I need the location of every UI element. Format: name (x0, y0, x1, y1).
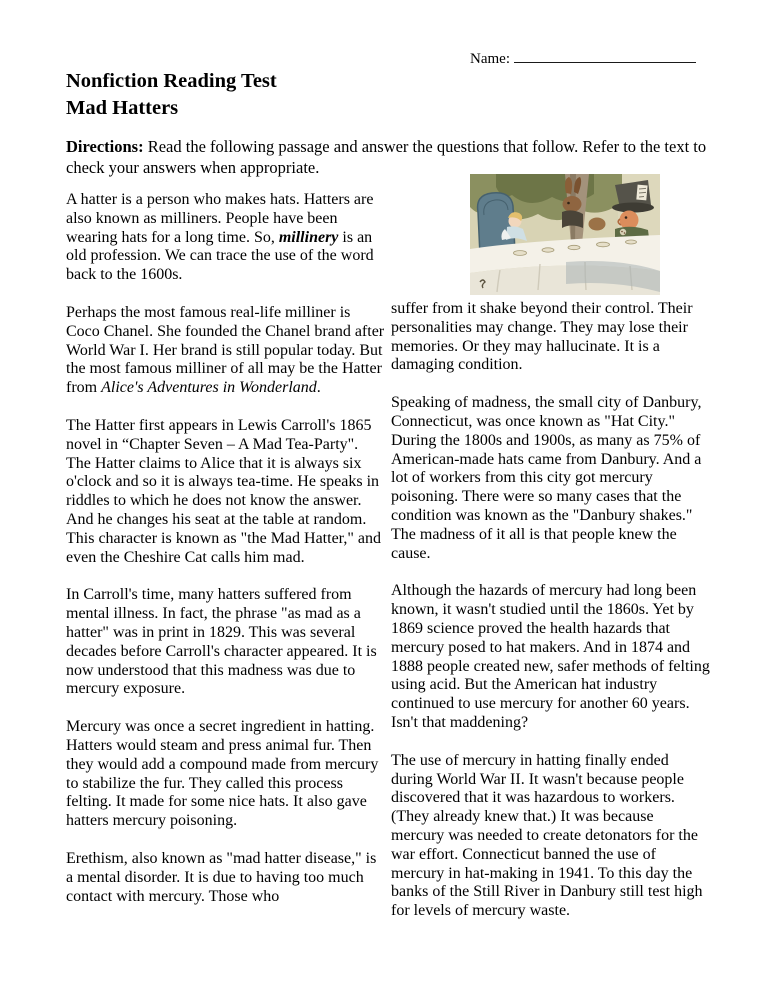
passage-column-left (66, 191, 385, 925)
passage-paragraph (66, 850, 385, 906)
passage-paragraph (391, 582, 710, 732)
name-label: Name: (470, 51, 510, 67)
mad-tea-party-illustration (470, 174, 660, 295)
title-line-2: Mad Hatters (66, 97, 179, 119)
passage-paragraph (66, 191, 385, 285)
passage-paragraph (391, 300, 710, 375)
passage-text-run: Perhaps the most famous real-life milliner is Coco Chanel. She founded the Chanel brand after World War I. Her brand is still popular today. But the most famous milliner of all may be the Hatter from (66, 303, 385, 397)
name-blank-field[interactable] (514, 48, 696, 63)
directions-label: Directions: (66, 137, 144, 156)
passage-text-run: The use of mercury in hatting finally ended during World War II. It wasn't because people discovered that it was hazardous to workers. (They already knew that.) It was because mercury was needed to create detonators for the war effort. Connecticut banned the use of mercury in hat-making in 1941. To this day the banks of the Still River in Danbury still test high for levels of mercury waste. (391, 751, 703, 920)
passage-text-run: suffer from it shake beyond their control. Their personalities may change. They may lose their memories. Or they may hallucinate. It is a damaging condition. (391, 300, 693, 374)
directions-text (66, 136, 716, 178)
passage-text-run: is an old profession. We can trace the use of the word back to the 1600s. (66, 228, 374, 284)
title-line-1: Nonfiction Reading Test (66, 70, 277, 92)
passage-text-run: Speaking of madness, the small city of Danbury, Connecticut, was once known as "Hat City." During the 1800s and 1900s, as many as 75% of American-made hats came from Danbury. And a lot of workers from this city got mercury poisoning. There were so many cases that the condition was known as the "Danbury shakes." The madness of it all is that people knew the cause. (391, 394, 702, 562)
passage-text-run: In Carroll's time, many hatters suffered from mental illness. In fact, the phrase "as mad as a hatter" was in print in 1829. This was several decades before Carroll's character appeared. It is now understood that this madness was due to mercury exposure. (66, 586, 377, 698)
passage-column-right (391, 300, 710, 940)
passage-text-run: A hatter is a person who makes hats. Hatters are also known as milliners. People have been wearing hats for a long time. So, (66, 191, 374, 246)
passage-paragraph (66, 718, 385, 831)
passage-paragraph (66, 586, 385, 699)
passage-paragraph (66, 417, 385, 567)
passage-text-run: Mercury was once a secret ingredient in hatting. Hatters would steam and press animal fur. Then they would add a compound made from mercury to stabilize the fur. They called this process felting. It made for some nice hats. It also gave hatters mercury poisoning. (66, 718, 379, 830)
passage-paragraph (66, 304, 385, 398)
tea-party-art (470, 174, 660, 295)
passage-text-run: millinery (278, 228, 339, 246)
name-row (470, 48, 696, 68)
passage-text-run: The Hatter first appears in Lewis Carroll's 1865 novel in “Chapter Seven – A Mad Tea-Party". The Hatter claims to Alice that it is always six o'clock and so it is always tea-time. He speaks in riddles to which he does not know the answer. And he changes his seat at the table at random. This character is known as "the Mad Hatter," and even the Cheshire Cat calls him mad. (66, 416, 381, 566)
passage-paragraph (391, 752, 710, 921)
passage-paragraph (391, 394, 710, 563)
passage-text-run: Although the hazards of mercury had long been known, it wasn't studied until the 1860s. Yet by 1869 science proved the health hazards that mercury posed to hat makers. And in 1874 and 1888 people created new, safer methods of felting using acid. But the American hat industry continued to use mercury for another 60 years. Isn't that maddening? (391, 582, 710, 731)
directions-body: Read the following passage and answer the questions that follow. Refer to the text to check your answers when appropriate. (66, 137, 707, 177)
passage-text-run: Erethism, also known as "mad hatter disease," is a mental disorder. It is due to having too much contact with mercury. Those who (66, 849, 377, 905)
passage-text-run: . (316, 379, 321, 397)
page-title (66, 68, 277, 122)
passage-text-run: Alice's Adventures in Wonderland (101, 379, 317, 397)
